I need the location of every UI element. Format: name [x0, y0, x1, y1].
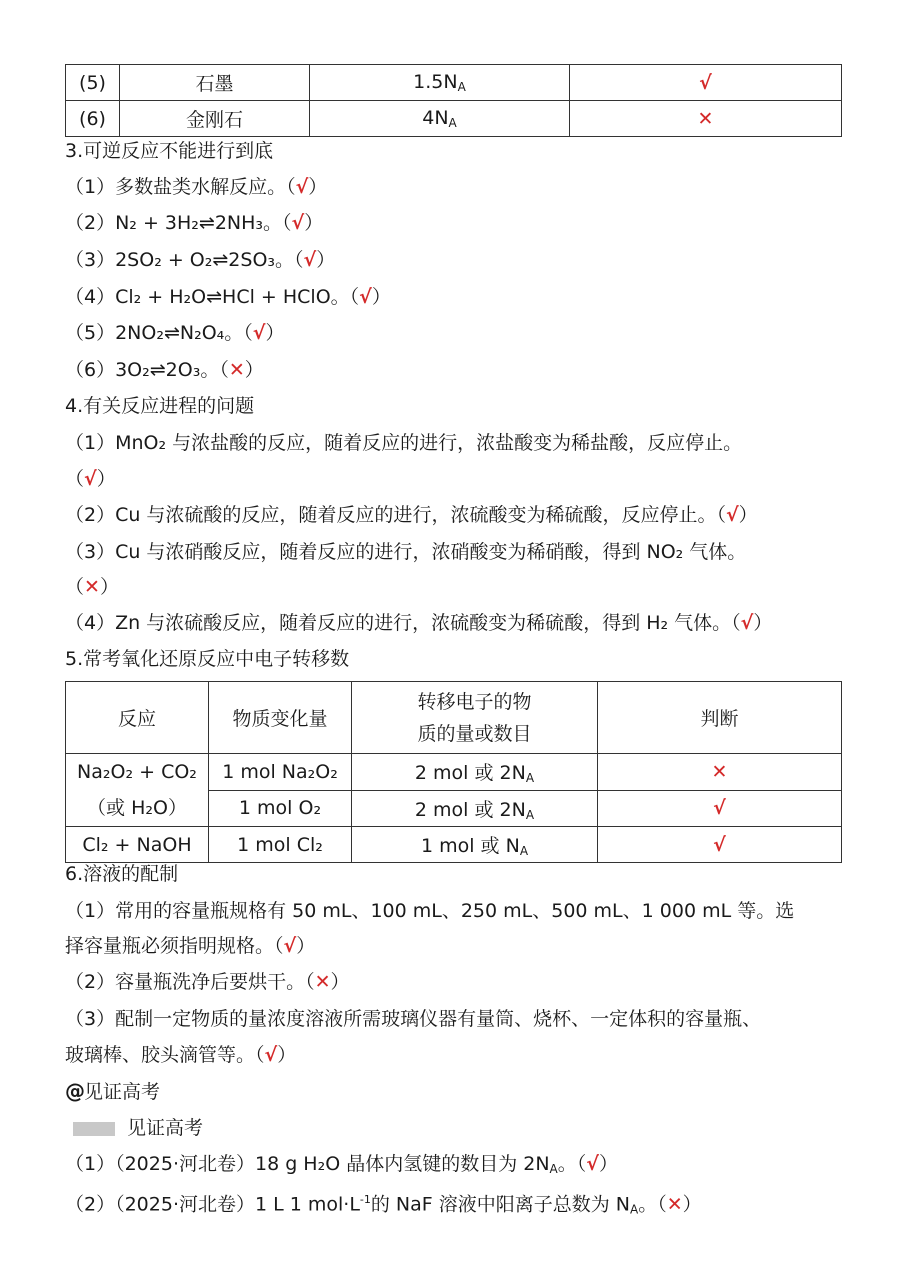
check-mark: √ — [359, 286, 372, 308]
item-text: （4）Zn 与浓硫酸反应，随着反应的进行，浓硫酸变为稀硫酸，得到 H₂ 气体。（ — [65, 612, 741, 634]
header-amount: 物质变化量 — [209, 682, 352, 754]
judge-cell: ✕ — [570, 101, 842, 137]
question-subscript: A — [549, 1162, 558, 1176]
header-reaction: 反应 — [66, 682, 209, 754]
value-text: 1.5N — [413, 71, 458, 93]
check-mark: √ — [725, 504, 739, 526]
question-superscript: -1 — [359, 1193, 371, 1206]
row-index: (5) — [66, 65, 120, 101]
value-subscript: A — [457, 80, 466, 94]
table-row — [66, 101, 842, 137]
electrons-cell — [352, 790, 598, 827]
reaction-cell: Cl₂ + NaOH — [66, 827, 209, 863]
check-mark: √ — [291, 212, 305, 234]
check-mark: √ — [252, 322, 266, 344]
row-index: (6) — [66, 101, 120, 137]
reaction-line-1: Na₂O₂ + CO₂ — [77, 761, 197, 783]
electrons-cell — [352, 827, 598, 863]
check-mark: √ — [303, 249, 317, 271]
item-text: （5）2NO₂⇌N₂O₄。（ — [65, 322, 253, 344]
gray-bar-icon — [73, 1122, 115, 1136]
item-text: （1）多数盐类水解反应。（ — [65, 176, 296, 198]
check-mark: √ — [264, 1044, 278, 1066]
cross-mark: ✕ — [314, 971, 331, 993]
header-electrons — [352, 682, 598, 754]
item-text: （ — [65, 468, 85, 490]
s4-item-3: （3）Cu 与浓硝酸反应，随着反应的进行，浓硝酸变为稀硝酸，得到 NO₂ 气体。 — [65, 541, 747, 563]
s6-item-1: （1）常用的容量瓶规格有 50 mL、100 mL、250 mL、500 mL、1 000 mL 等。选 — [65, 900, 795, 922]
s4-item-2: （2）Cu 与浓硫酸的反应，随着反应的进行，浓硫酸变为稀硫酸，反应停止。（√） — [65, 504, 758, 526]
reaction-line-2: （或 H₂O） — [87, 797, 187, 819]
section-4-title: 4.有关反应进程的问题 — [65, 395, 255, 417]
value-text: 4N — [422, 107, 449, 129]
s4-item-4: （4）Zn 与浓硫酸反应，随着反应的进行，浓硫酸变为稀硫酸，得到 H₂ 气体。（√） — [65, 612, 773, 634]
question-end: 。（ — [638, 1193, 667, 1216]
item-text: 玻璃棒、胶头滴管等。（ — [65, 1044, 265, 1066]
value-cell — [310, 65, 570, 101]
s4-item-1-cont: （√） — [65, 468, 116, 490]
table-row — [66, 827, 842, 863]
section-6-title: 6.溶液的配制 — [65, 863, 179, 885]
check-mark: √ — [586, 1153, 599, 1175]
electrons-cell — [352, 754, 598, 791]
item-text: 择容量瓶必须指明规格。（ — [65, 935, 284, 957]
judge-cell: ✕ — [598, 754, 842, 791]
item-text: （6）3O₂⇌2O₃。（ — [65, 359, 229, 381]
s3-item-4: （4）Cl₂ + H₂O⇌HCl + HClO。（√） — [65, 286, 391, 308]
s4-item-3-cont: （✕） — [65, 576, 119, 598]
electrons-text: 1 mol 或 N — [420, 835, 520, 857]
item-text: （2）N₂ + 3H₂⇌2NH₃。（ — [65, 212, 292, 234]
check-mark: √ — [295, 176, 309, 198]
section-3-title: 3.可逆反应不能进行到底 — [65, 140, 274, 162]
question-text-2: 的 NaF 溶液中阳离子总数为 N — [370, 1193, 630, 1216]
substance-cell: 石墨 — [120, 65, 310, 101]
table-row — [66, 754, 842, 791]
question-end: 。（ — [557, 1153, 587, 1175]
electron-transfer-table — [65, 681, 842, 863]
s6-item-2: （2）容量瓶洗净后要烘干。（✕） — [65, 971, 350, 993]
question-text: （2）（2025·河北卷）1 L 1 mol·L — [65, 1193, 360, 1216]
item-text: （2）容量瓶洗净后要烘干。（ — [65, 971, 315, 993]
close-paren: ） — [682, 1193, 702, 1216]
judge-cell: √ — [598, 827, 842, 863]
amount-cell: 1 mol Cl₂ — [209, 827, 352, 863]
exam-question-2 — [65, 1186, 702, 1223]
cross-mark: ✕ — [84, 576, 100, 598]
s3-item-2: （2）N₂ + 3H₂⇌2NH₃。（√） — [65, 212, 324, 234]
check-mark: √ — [84, 468, 97, 490]
header-row — [66, 682, 842, 754]
value-cell — [310, 101, 570, 137]
exam-heading-bar — [73, 1114, 203, 1142]
s6-item-1-cont: 择容量瓶必须指明规格。（√） — [65, 935, 316, 957]
exam-question-1 — [65, 1150, 618, 1183]
judge-cell: √ — [570, 65, 842, 101]
check-mark: √ — [283, 935, 297, 957]
s4-item-1: （1）MnO₂ 与浓盐酸的反应，随着反应的进行，浓盐酸变为稀盐酸，反应停止。 — [65, 432, 743, 454]
electrons-subscript: A — [519, 844, 529, 858]
s3-item-5: （5）2NO₂⇌N₂O₄。（√） — [65, 322, 285, 344]
electrons-subscript: A — [525, 807, 535, 822]
carbon-bond-table — [65, 64, 842, 137]
s6-item-3-cont: 玻璃棒、胶头滴管等。（√） — [65, 1044, 297, 1066]
s3-item-6: （6）3O₂⇌2O₃。（✕） — [65, 359, 264, 381]
cross-mark: ✕ — [666, 1193, 683, 1216]
amount-cell: 1 mol Na₂O₂ — [209, 754, 352, 791]
exam-heading-text: 见证高考 — [84, 1081, 161, 1103]
amount-cell: 1 mol O₂ — [209, 790, 352, 827]
electrons-text: 2 mol 或 2N — [414, 798, 526, 821]
s6-item-3: （3）配制一定物质的量浓度溶液所需玻璃仪器有量筒、烧杯、一定体积的容量瓶、 — [65, 1008, 762, 1030]
cross-mark: ✕ — [228, 359, 245, 381]
substance-cell: 金刚石 — [120, 101, 310, 137]
judge-cell: √ — [598, 790, 842, 827]
question-subscript: A — [630, 1202, 639, 1217]
header-line-1: 转移电子的物 — [417, 690, 532, 713]
item-text: （3）2SO₂ + O₂⇌2SO₃。（ — [65, 249, 304, 271]
item-text: （4）Cl₂ + H₂O⇌HCl + HClO。（ — [65, 286, 360, 308]
exam-heading-logo — [65, 1077, 160, 1106]
table-row — [66, 65, 842, 101]
header-line-2: 质的量或数目 — [417, 722, 532, 745]
header-judge: 判断 — [598, 682, 842, 754]
s3-item-1: （1）多数盐类水解反应。（√） — [65, 176, 328, 198]
section-5-title: 5.常考氧化还原反应中电子转移数 — [65, 648, 350, 670]
question-text: （1）（2025·河北卷）18 g H₂O 晶体内氢键的数目为 2N — [65, 1153, 550, 1175]
s3-item-3: （3）2SO₂ + O₂⇌2SO₃。（√） — [65, 249, 336, 271]
electrons-text: 2 mol 或 2N — [414, 762, 526, 785]
at-logo-icon: @ — [65, 1079, 84, 1103]
electrons-subscript: A — [525, 771, 535, 786]
item-text: （ — [65, 576, 85, 598]
close-paren: ） — [598, 1153, 618, 1175]
value-subscript: A — [448, 116, 457, 130]
check-mark: √ — [740, 612, 754, 634]
reaction-cell — [66, 754, 209, 827]
exam-subheading-text: 见证高考 — [127, 1117, 204, 1139]
item-text: （2）Cu 与浓硫酸的反应，随着反应的进行，浓硫酸变为稀硫酸，反应停止。（ — [65, 504, 726, 526]
